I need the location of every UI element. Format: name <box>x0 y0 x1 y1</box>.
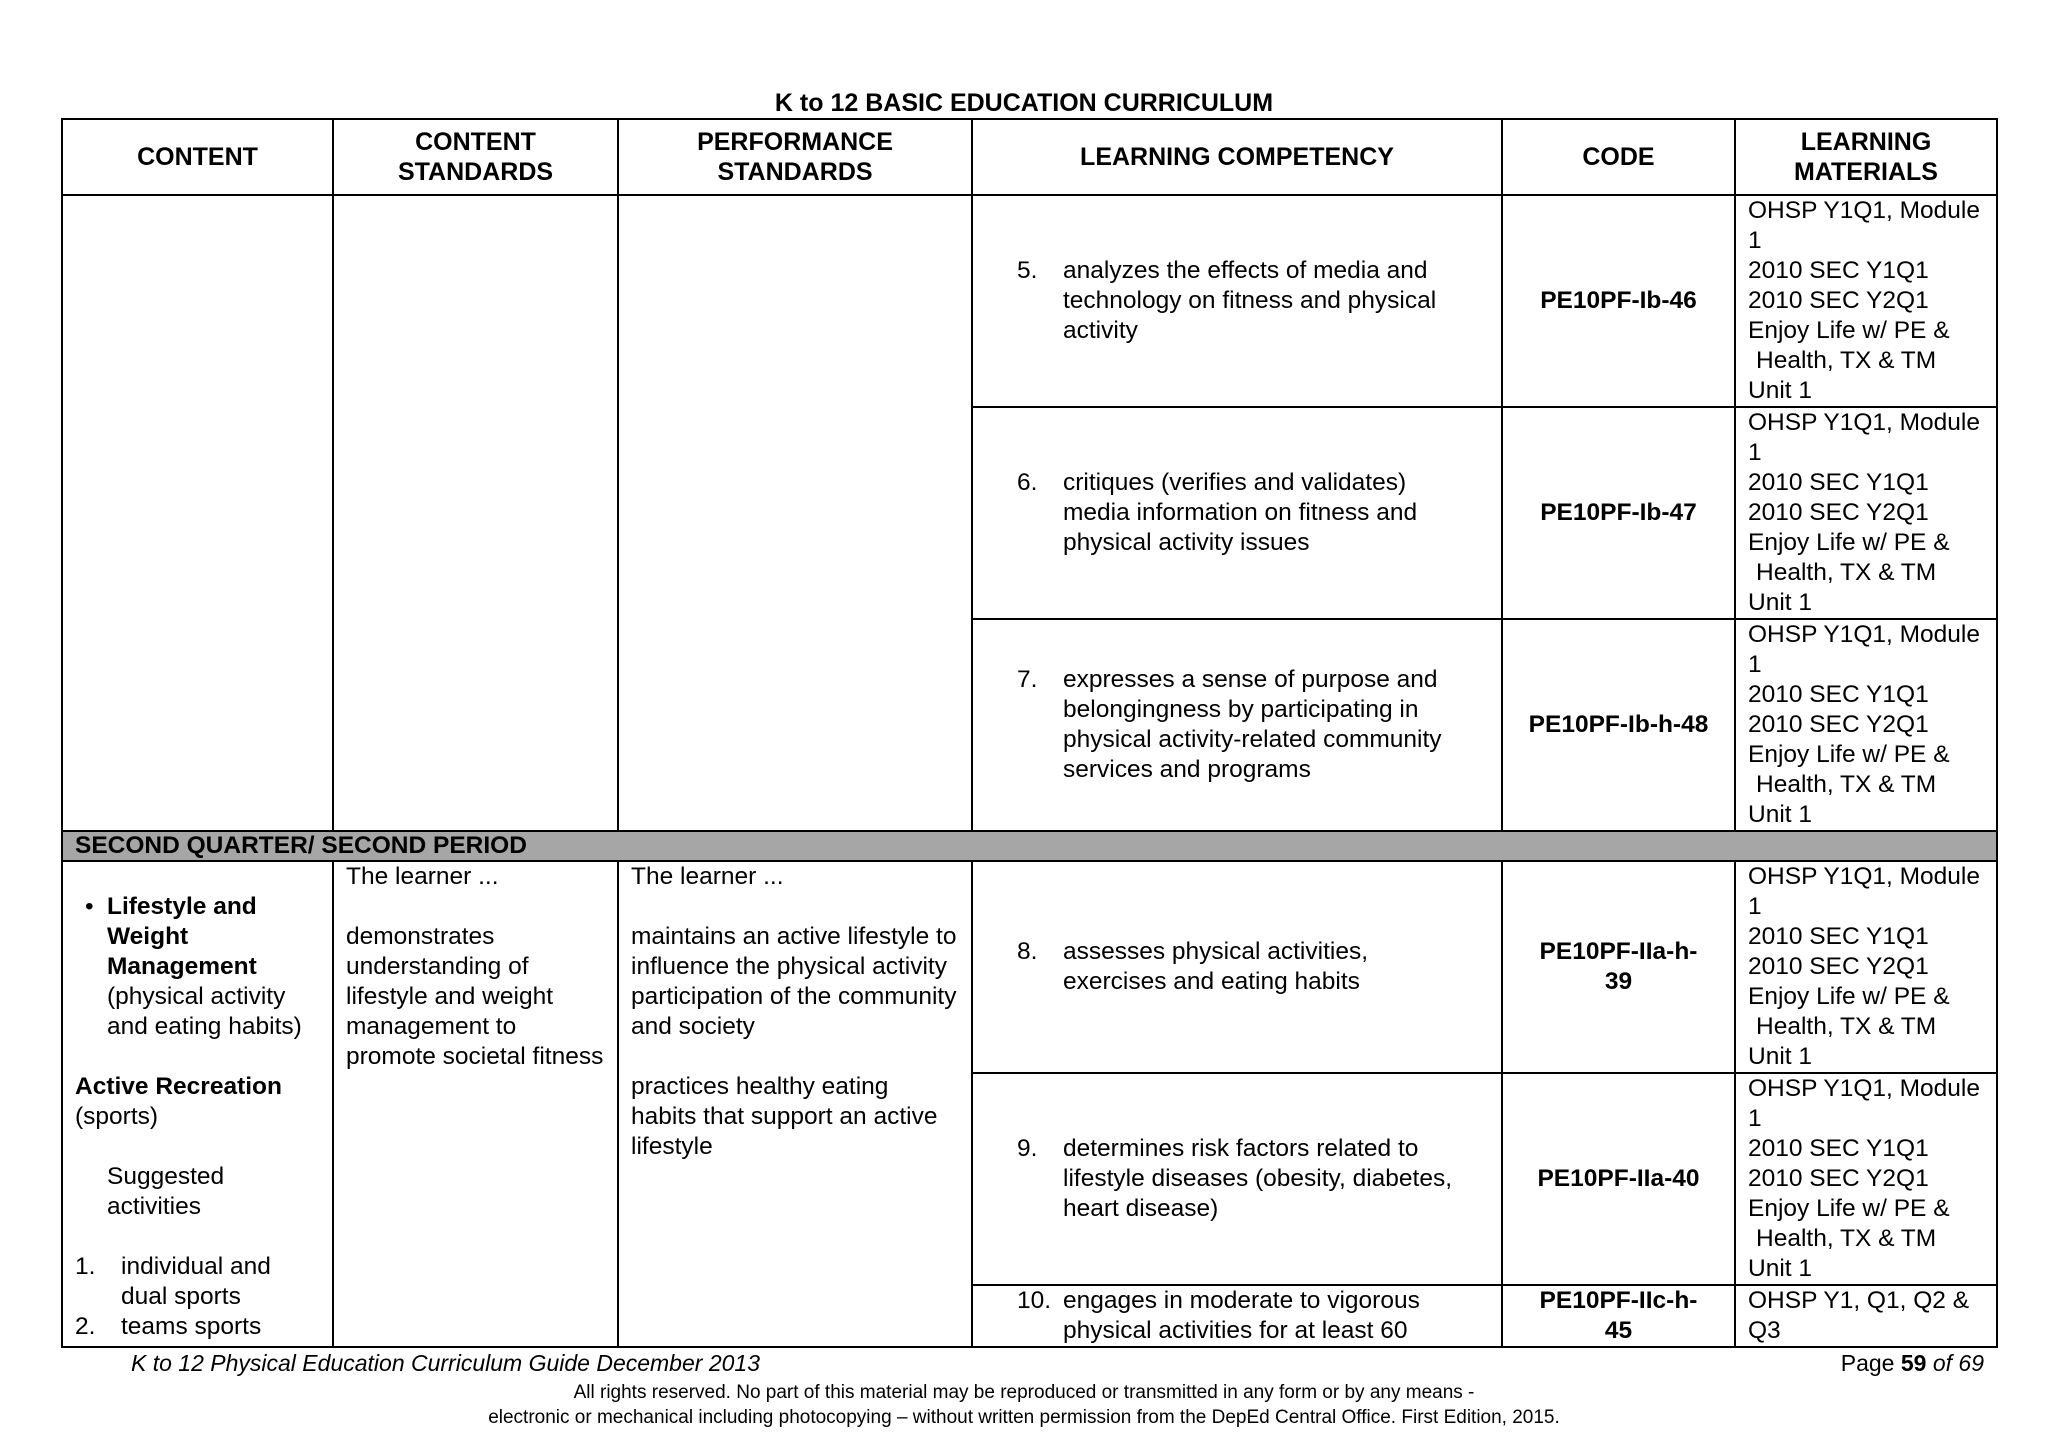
competency-line: belongingness by participating in <box>1063 696 1419 723</box>
competency-line: critiques (verifies and validates) <box>1063 469 1407 496</box>
code-cell: PE10PF-Ib-46 <box>1502 195 1735 407</box>
competency-line: exercises and eating habits <box>1063 968 1360 995</box>
competency-text <box>1063 937 1368 997</box>
competency-line: engages in moderate to vigorous <box>1063 1287 1420 1314</box>
rights-line: All rights reserved. No part of this material may be reproduced or transmitted in any form or by any means - <box>573 1382 1475 1403</box>
material-line: OHSP Y1Q1, Module <box>1748 197 1980 224</box>
competency-cell <box>972 1285 1502 1347</box>
material-line: OHSP Y1Q1, Module <box>1748 621 1980 648</box>
competency-line: determines risk factors related to <box>1063 1135 1419 1162</box>
page-label: Page <box>1840 1350 1895 1376</box>
material-line: Unit 1 <box>1748 1043 1813 1070</box>
header-row <box>62 119 1997 195</box>
code-cell <box>1502 861 1735 1073</box>
header-learning-materials <box>1735 119 1997 195</box>
code-cell: PE10PF-Ib-47 <box>1502 407 1735 619</box>
material-line: 1 <box>1748 1105 1762 1132</box>
code-line: PE10PF-IIa-40 <box>1537 1165 1700 1192</box>
performance-standards-text: practices healthy eating habits that support an active lifestyle <box>631 1073 938 1160</box>
material-line: 2010 SEC Y1Q1 <box>1748 1135 1929 1162</box>
code-cell <box>1502 1285 1735 1347</box>
competency-line: services and programs <box>1063 756 1311 783</box>
competency-text <box>1063 665 1442 785</box>
content-cell-empty <box>62 195 333 831</box>
performance-standards-intro: The learner ... <box>631 863 784 890</box>
material-line: OHSP Y1Q1, Module <box>1748 863 1980 890</box>
competency-text <box>1063 1286 1420 1346</box>
competency-cell <box>972 407 1502 619</box>
material-line: 1 <box>1748 227 1762 254</box>
content-topic: Lifestyle and Weight Management <box>107 893 257 980</box>
header-performance-standards-line1: PERFORMANCE <box>697 128 893 156</box>
activity-number: 1. <box>75 1253 96 1280</box>
code-cell <box>1502 1073 1735 1285</box>
page-current: 59 <box>1900 1350 1927 1376</box>
header-performance-standards-line2: STANDARDS <box>717 158 873 186</box>
content-cell <box>62 861 333 1347</box>
material-line: Health, TX & TM <box>1756 1013 1937 1040</box>
competency-number: 7. <box>1017 666 1038 693</box>
competency-text <box>1063 1134 1452 1224</box>
rights-line: electronic or mechanical including photocopying – without written permission from the DepEd Central Office. First Edition, 2015. <box>488 1407 1560 1428</box>
curriculum-table <box>61 118 1998 1348</box>
competency-number: 5. <box>1017 257 1038 284</box>
materials-cell <box>1735 1285 1997 1347</box>
bullet-icon: • <box>85 893 94 920</box>
material-line: 2010 SEC Y1Q1 <box>1748 257 1929 284</box>
page-total: of 69 <box>1932 1350 1984 1376</box>
active-recreation-title: Active Recreation <box>75 1073 282 1100</box>
competency-line: media information on fitness and <box>1063 499 1418 526</box>
material-line: Unit 1 <box>1748 589 1813 616</box>
material-line: Unit 1 <box>1748 377 1813 404</box>
code-line: 39 <box>1604 968 1633 995</box>
materials-cell <box>1735 619 1997 831</box>
competency-number: 9. <box>1017 1135 1038 1162</box>
content-standards-cell <box>333 861 618 1347</box>
material-line: Q3 <box>1748 1317 1781 1344</box>
material-line: Unit 1 <box>1748 801 1813 828</box>
material-line: Enjoy Life w/ PE & <box>1748 983 1950 1010</box>
footer-guide-title: K to 12 Physical Education Curriculum Guide December 2013 <box>131 1350 760 1376</box>
active-recreation-detail: (sports) <box>75 1103 159 1130</box>
activity-text: teams sports <box>121 1313 262 1340</box>
activity-number: 2. <box>75 1313 96 1340</box>
material-line: Health, TX & TM <box>1756 347 1937 374</box>
content-standards-cell-empty <box>333 195 618 831</box>
competency-number: 6. <box>1017 469 1038 496</box>
activity-item <box>75 1252 324 1312</box>
header-learning-materials-line2: MATERIALS <box>1794 158 1938 186</box>
material-line: OHSP Y1Q1, Module <box>1748 409 1980 436</box>
header-performance-standards <box>618 119 972 195</box>
quarter-band-row <box>62 831 1997 861</box>
code-line: PE10PF-IIa-h- <box>1539 938 1698 965</box>
material-line: 2010 SEC Y1Q1 <box>1748 681 1929 708</box>
competency-line: technology on fitness and physical <box>1063 287 1437 314</box>
material-line: 2010 SEC Y2Q1 <box>1748 499 1929 526</box>
header-content: CONTENT <box>62 119 333 195</box>
competency-row-8 <box>62 861 1997 1073</box>
material-line: 1 <box>1748 651 1762 678</box>
competency-line: heart disease) <box>1063 1195 1219 1222</box>
competency-number: 8. <box>1017 938 1038 965</box>
competency-cell <box>972 1073 1502 1285</box>
competency-line: physical activity issues <box>1063 529 1310 556</box>
competency-line: lifestyle diseases (obesity, diabetes, <box>1063 1165 1453 1192</box>
competency-number: 10. <box>1017 1287 1052 1314</box>
material-line: 1 <box>1748 893 1762 920</box>
footer-page-number <box>1841 1350 1984 1377</box>
header-learning-competency: LEARNING COMPETENCY <box>972 119 1502 195</box>
materials-cell <box>1735 195 1997 407</box>
material-line: 2010 SEC Y2Q1 <box>1748 1165 1929 1192</box>
header-code: CODE <box>1502 119 1735 195</box>
competency-line: activity <box>1063 317 1138 344</box>
document-title: K to 12 BASIC EDUCATION CURRICULUM <box>774 89 1274 117</box>
header-learning-materials-line1: LEARNING <box>1800 128 1932 156</box>
active-recreation <box>75 1072 324 1132</box>
content-bullet-text <box>107 892 324 1042</box>
material-line: Health, TX & TM <box>1756 771 1937 798</box>
materials-cell <box>1735 861 1997 1073</box>
material-line: Enjoy Life w/ PE & <box>1748 1195 1950 1222</box>
code-line: PE10PF-IIc-h- <box>1539 1287 1698 1314</box>
content-bullet <box>75 892 324 1042</box>
material-line: 2010 SEC Y1Q1 <box>1748 469 1929 496</box>
performance-standards-text: maintains an active lifestyle to influence the physical activity participation of the community and society <box>631 923 957 1040</box>
content-topic-detail: (physical activity and eating habits) <box>107 983 302 1040</box>
material-line: 1 <box>1748 439 1762 466</box>
material-line: OHSP Y1, Q1, Q2 & <box>1748 1287 1970 1314</box>
material-line: 2010 SEC Y2Q1 <box>1748 953 1929 980</box>
material-line: 2010 SEC Y2Q1 <box>1748 711 1929 738</box>
rights-notice <box>0 1380 2048 1430</box>
material-line: Health, TX & TM <box>1756 559 1937 586</box>
quarter-band: SECOND QUARTER/ SECOND PERIOD <box>62 831 1997 861</box>
competency-line: physical activity-related community <box>1063 726 1442 753</box>
materials-cell <box>1735 407 1997 619</box>
content-standards-text: demonstrates understanding of lifestyle and weight management to promote societal fitness <box>346 923 604 1070</box>
header-content-standards-line1: CONTENT <box>415 128 536 156</box>
activity-text: individual and dual sports <box>121 1253 271 1310</box>
competency-cell <box>972 619 1502 831</box>
materials-cell <box>1735 1073 1997 1285</box>
activity-item <box>75 1312 324 1342</box>
material-line: Enjoy Life w/ PE & <box>1748 741 1950 768</box>
header-content-standards <box>333 119 618 195</box>
material-line: 2010 SEC Y1Q1 <box>1748 923 1929 950</box>
code-cell: PE10PF-Ib-h-48 <box>1502 619 1735 831</box>
material-line: OHSP Y1Q1, Module <box>1748 1075 1980 1102</box>
header-content-standards-line2: STANDARDS <box>397 158 554 186</box>
material-line: Enjoy Life w/ PE & <box>1748 317 1950 344</box>
competency-row-5 <box>62 195 1997 407</box>
material-line: Unit 1 <box>1748 1255 1813 1282</box>
content-standards-intro: The learner ... <box>346 863 499 890</box>
code-line: 45 <box>1604 1317 1633 1344</box>
competency-line: analyzes the effects of media and <box>1063 257 1428 284</box>
competency-line: physical activities for at least 60 <box>1063 1317 1408 1344</box>
performance-standards-cell <box>618 861 972 1347</box>
performance-standards-cell-empty <box>618 195 972 831</box>
competency-line: expresses a sense of purpose and <box>1063 666 1438 693</box>
material-line: Enjoy Life w/ PE & <box>1748 529 1950 556</box>
competency-cell <box>972 861 1502 1073</box>
material-line: Health, TX & TM <box>1756 1225 1937 1252</box>
suggested-activities-label: Suggested activities <box>107 1163 225 1220</box>
competency-text <box>1063 256 1436 346</box>
competency-line: assesses physical activities, <box>1063 938 1369 965</box>
material-line: 2010 SEC Y2Q1 <box>1748 287 1929 314</box>
competency-cell <box>972 195 1502 407</box>
competency-text <box>1063 468 1417 558</box>
